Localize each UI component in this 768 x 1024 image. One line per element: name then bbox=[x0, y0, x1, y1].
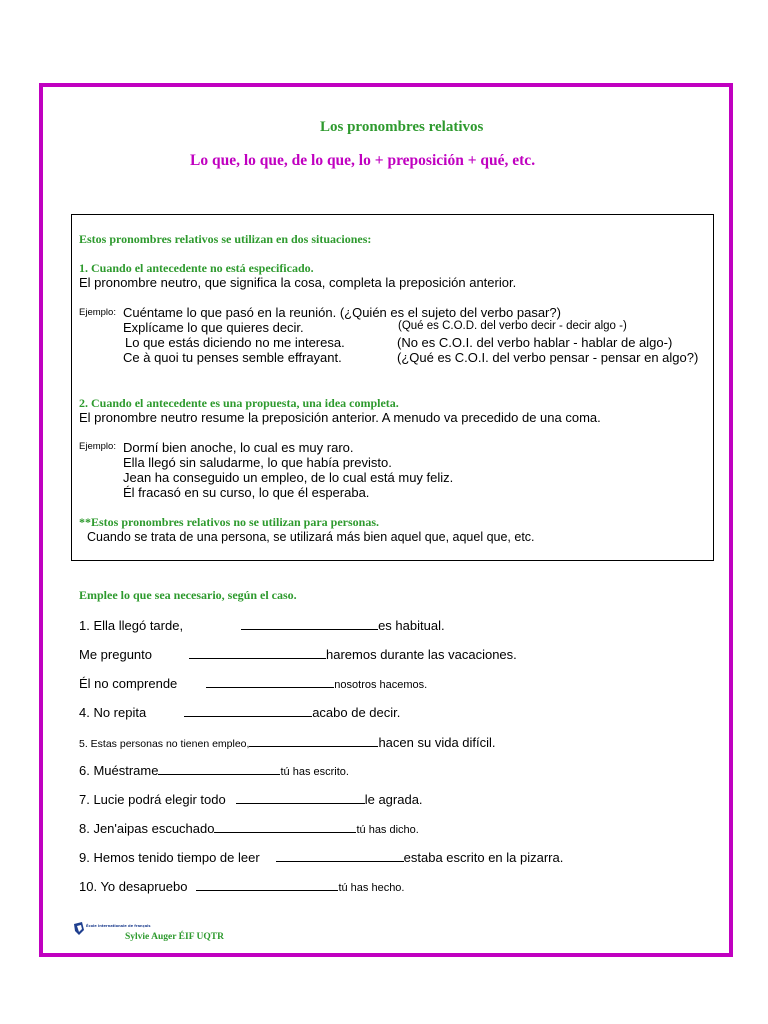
exercise-item-5 bbox=[79, 734, 496, 750]
item-continuation: estaba escrito en la pizarra. bbox=[403, 850, 564, 865]
section2-example-label: Ejemplo: bbox=[79, 441, 116, 452]
page-title: Los pronombres relativos bbox=[320, 119, 484, 135]
section1-example-label: Ejemplo: bbox=[79, 307, 116, 318]
answer-blank[interactable] bbox=[189, 646, 326, 659]
item-prompt: 5. Estas personas no tienen empleo, bbox=[79, 738, 250, 750]
item-continuation: nosotros hacemos. bbox=[334, 679, 428, 691]
item-continuation: tú has escrito. bbox=[280, 766, 349, 778]
section1-note-4: (¿Qué es C.O.I. del verbo pensar - pensar en algo?) bbox=[397, 350, 699, 365]
exercise-item-10 bbox=[79, 878, 405, 894]
answer-blank[interactable] bbox=[158, 762, 280, 775]
section2-example-1: Dormí bien anoche, lo cual es muy raro. bbox=[123, 440, 354, 455]
item-prompt: 7. Lucie podrá elegir todo bbox=[79, 792, 226, 807]
item-prompt: 1. Ella llegó tarde, bbox=[79, 618, 184, 633]
section1-example-1: Cuéntame lo que pasó en la reunión. (¿Quién es el sujeto del verbo pasar?) bbox=[123, 305, 561, 320]
answer-blank[interactable] bbox=[196, 878, 338, 891]
section2-example-4: Él fracasó en su curso, lo que él esperaba. bbox=[123, 485, 370, 500]
item-continuation: es habitual. bbox=[378, 618, 445, 633]
item-continuation: tú has dicho. bbox=[356, 824, 419, 836]
answer-blank[interactable] bbox=[249, 734, 378, 747]
page-subtitle: Lo que, lo que, de lo que, lo + preposición + qué, etc. bbox=[190, 152, 536, 169]
exercise-item-1 bbox=[79, 617, 445, 633]
section2-example-2: Ella llegó sin saludarme, lo que había previsto. bbox=[123, 455, 392, 470]
exercise-item-6 bbox=[79, 762, 349, 778]
exercise-item-3 bbox=[79, 675, 427, 691]
exercise-item-7 bbox=[79, 791, 423, 807]
note-heading: **Estos pronombres relativos no se utilizan para personas. bbox=[79, 515, 380, 529]
exercise-item-8 bbox=[79, 820, 419, 836]
item-prompt: Él no comprende bbox=[79, 676, 178, 691]
item-prompt: 10. Yo desapruebo bbox=[79, 879, 188, 894]
item-continuation: tú has hecho. bbox=[338, 882, 405, 894]
section2-heading: 2. Cuando el antecedente es una propuesta, una idea completa. bbox=[79, 396, 399, 410]
section1-heading: 1. Cuando el antecedente no está especificado. bbox=[79, 261, 314, 275]
section2-text: El pronombre neutro resume la preposición anterior. A menudo va precedido de una coma. bbox=[79, 410, 601, 425]
section1-note-3: (No es C.O.I. del verbo hablar - hablar de algo-) bbox=[397, 335, 673, 350]
footer-author: Sylvie Auger ÉIF UQTR bbox=[125, 932, 224, 942]
item-continuation: haremos durante las vacaciones. bbox=[326, 647, 517, 662]
exercise-instruction: Emplee lo que sea necesario, según el caso. bbox=[79, 588, 297, 602]
answer-blank[interactable] bbox=[184, 704, 312, 717]
svg-text:École internationale de frança: École internationale de français bbox=[86, 924, 151, 928]
note-text: Cuando se trata de una persona, se utilizará más bien aquel que, aquel que, etc. bbox=[87, 530, 535, 544]
item-prompt: 9. Hemos tenido tiempo de leer bbox=[79, 850, 260, 865]
section1-example-2: Explícame lo que quieres decir. bbox=[123, 320, 304, 335]
answer-blank[interactable] bbox=[241, 617, 378, 630]
section1-note-2: (Qué es C.O.D. del verbo decir - decir algo -) bbox=[398, 320, 627, 332]
section2-example-3: Jean ha conseguido un empleo, de lo cual está muy feliz. bbox=[123, 470, 454, 485]
section1-text: El pronombre neutro, que significa la cosa, completa la preposición anterior. bbox=[79, 275, 517, 290]
school-logo-icon bbox=[72, 921, 151, 939]
item-prompt: Me pregunto bbox=[79, 647, 152, 662]
box-intro: Estos pronombres relativos se utilizan en dos situaciones: bbox=[79, 232, 372, 246]
item-continuation: le agrada. bbox=[364, 792, 423, 807]
answer-blank[interactable] bbox=[236, 791, 365, 804]
section1-example-3: Lo que estás diciendo no me interesa. bbox=[125, 335, 345, 350]
exercise-item-9 bbox=[79, 849, 563, 865]
item-prompt: 4. No repita bbox=[79, 705, 147, 720]
exercise-item-2 bbox=[79, 646, 517, 662]
exercise-item-4 bbox=[79, 704, 400, 720]
item-prompt: 8. Jen'aipas escuchado bbox=[79, 821, 215, 836]
answer-blank[interactable] bbox=[206, 675, 334, 688]
item-continuation: hacen su vida difícil. bbox=[378, 735, 496, 750]
answer-blank[interactable] bbox=[276, 849, 404, 862]
section1-example-4: Ce à quoi tu penses semble effrayant. bbox=[123, 350, 342, 365]
answer-blank[interactable] bbox=[214, 820, 356, 833]
item-continuation: acabo de decir. bbox=[312, 705, 401, 720]
item-prompt: 6. Muéstrame bbox=[79, 763, 159, 778]
